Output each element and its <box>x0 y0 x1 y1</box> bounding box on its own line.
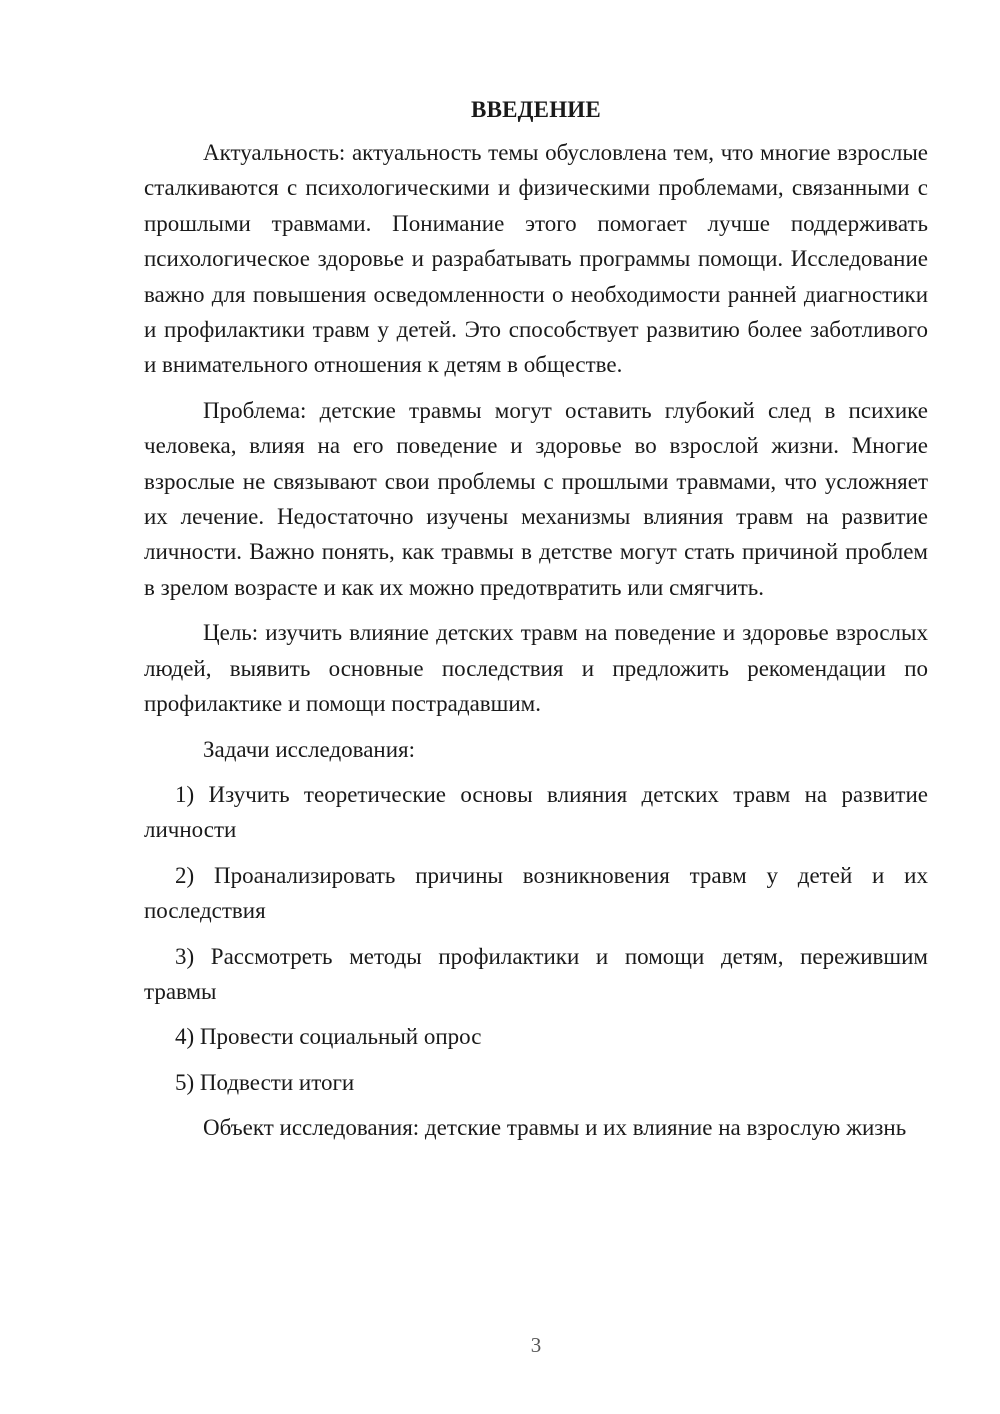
task-item-5: 5) Подвести итоги <box>175 1069 355 1095</box>
goal-paragraph: Цель: изучить влияние детских травм на поведение и здоровье взрослых людей, выявить основные последствия и предложить рекомендации по профилактике и помощи пострадавшим. <box>144 620 928 717</box>
relevance-paragraph: Актуальность: актуальность темы обусловлена тем, что многие взрослые сталкиваются с психологическими и физическими проблемами, связанными с прошлыми травмами. Понимание этого помогает лучше поддерживать психологическое здоровье и разрабатывать программы помощи. Исследование важно для повышения осведомленности о необходимости ранней диагностики и профилактики травм у детей. Это способствует развитию более заботливого и внимательного отношения к детям в обществе. <box>144 140 928 378</box>
document-page <box>144 92 928 1156</box>
task-item-2: 2) Проанализировать причины возникновения травм у детей и их последствия <box>144 862 928 924</box>
page-number: 3 <box>530 1333 542 1357</box>
object-paragraph: Объект исследования: детские травмы и их влияние на взрослую жизнь <box>203 1115 907 1141</box>
page-title: ВВЕДЕНИЕ <box>471 97 601 122</box>
task-item-1: 1) Изучить теоретические основы влияния детских травм на развитие личности <box>144 781 928 843</box>
problem-paragraph: Проблема: детские травмы могут оставить глубокий след в психике человека, влияя на его поведение и здоровье во взрослой жизни. Многие взрослые не связывают свои проблемы с прошлыми травмами, что усложняет их лечение. Недостаточно изучены механизмы влияния травм на развитие личности. Важно понять, как травмы в детстве могут стать причиной проблем в зрелом возрасте и как их можно предотвратить или смягчить. <box>144 397 928 600</box>
task-item-3: 3) Рассмотреть методы профилактики и помощи детям, пережившим травмы <box>144 943 928 1004</box>
tasks-heading: Задачи исследования: <box>203 736 416 762</box>
task-item-4: 4) Провести социальный опрос <box>175 1024 482 1050</box>
